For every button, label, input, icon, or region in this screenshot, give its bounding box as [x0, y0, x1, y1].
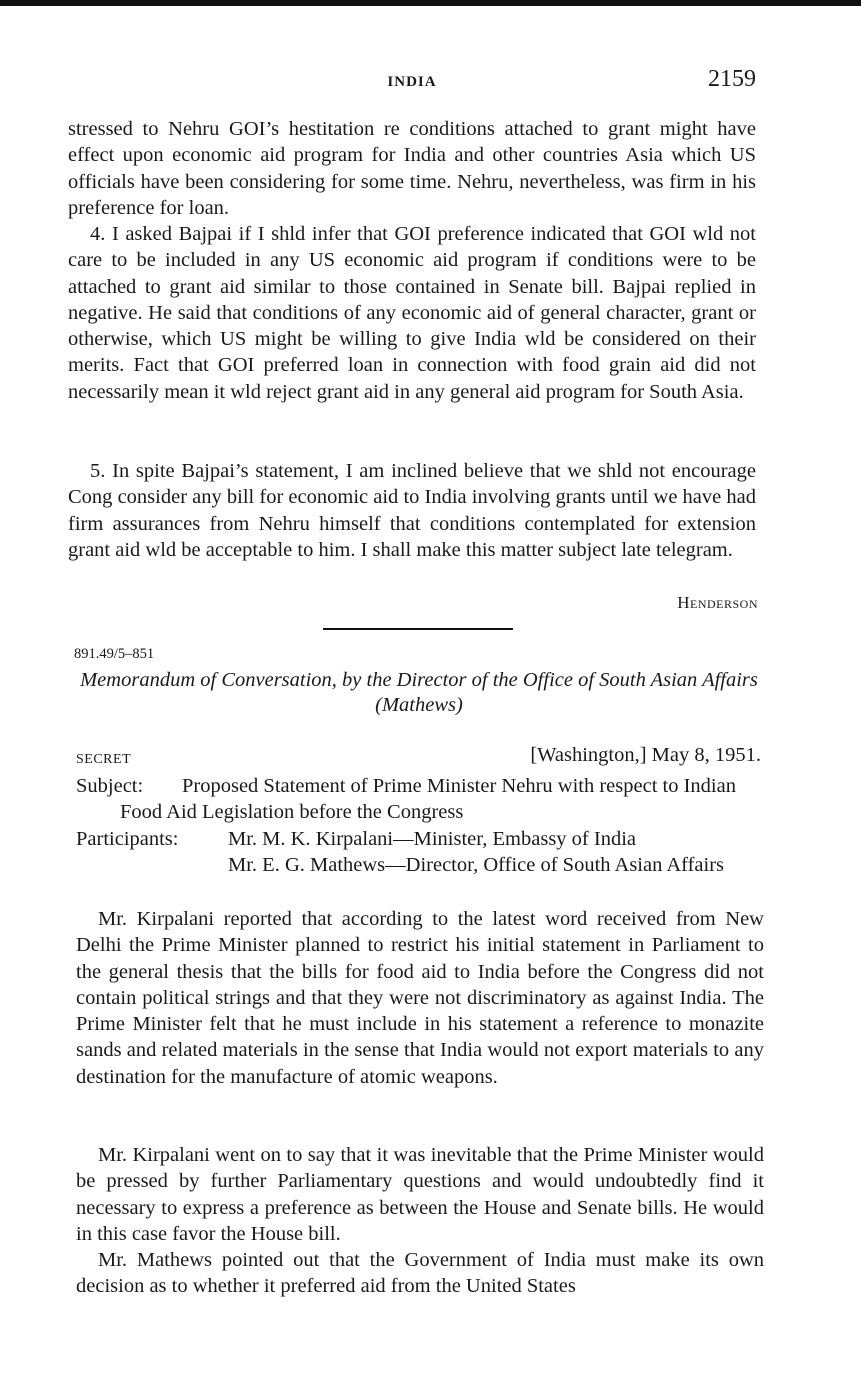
memo-paragraph-2: Mr. Kirpalani went on to say that it was inevitable that the Prime Minister would be pressed by further Parliamentary questions and would undoubtedly find it necessary to express a preference as between the House and Senate bills. He would in this case favor the House bill.	[76, 1144, 764, 1245]
section-divider	[323, 628, 513, 630]
memo-paragraph-3: Mr. Mathews pointed out that the Government of India must make its own decision as to whether it preferred aid from the United States	[76, 1249, 764, 1298]
participant-1: Mr. M. K. Kirpalani—Minister, Embassy of India	[228, 828, 636, 850]
dateline: [Washington,] May 8, 1951.	[530, 744, 761, 766]
participant-2: Mr. E. G. Mathews—Director, Office of South Asian Affairs	[228, 854, 725, 876]
file-number: 891.49/5–851	[74, 646, 155, 662]
memo-paragraph-1: Mr. Kirpalani reported that according to the latest word received from New Delhi the Prime Minister planned to restrict his initial statement in Parliament to the general thesis that the bills for food aid to India before the Congress did not contain political strings and that they were not discriminatory as against India. The Prime Minister felt that he must include in his statement a reference to monazite sands and related materials in the sense that India would not export materials to any destination for the manufacture of atomic weapons.	[76, 908, 764, 1088]
page-number: 2159	[708, 66, 756, 92]
participants-label: Participants:	[76, 828, 179, 850]
running-head: INDIA	[387, 74, 437, 90]
classification-label: SECRET	[76, 752, 132, 767]
subject-text: Proposed Statement of Prime Minister Nehru with respect to Indian Food Aid Legislation before the Congress	[120, 775, 736, 823]
telegram-paragraph-5: 5. In spite Bajpai’s statement, I am inclined believe that we shld not encourage Cong consider any bill for economic aid to India involving grants until we have had firm assurances from Nehru himself that conditions contemplated for extension grant aid wld be acceptable to him. I shall make this matter subject late telegram.	[68, 460, 756, 561]
signature: Henderson	[677, 593, 758, 612]
memo-title: Memorandum of Conversation, by the Director of the Office of South Asian Affairs (Mathews)	[80, 669, 758, 716]
page-top-edge	[0, 0, 861, 6]
participants-block	[76, 826, 766, 906]
subject-label: Subject:	[76, 775, 144, 797]
telegram-paragraph-4: 4. I asked Bajpai if I shld infer that GOI preference indicated that GOI wld not care to be included in any US economic aid program if conditions were to be attached to grant aid similar to those contained in Senate bill. Bajpai replied in negative. He said that conditions of any economic aid of general character, grant or otherwise, which US might be willing to give India wld be considered on their merits. Fact that GOI preferred loan in connection with food grain aid did not necessarily mean it wld reject grant aid in any general aid program for South Asia.	[68, 223, 756, 403]
page-header	[68, 66, 756, 96]
telegram-paragraph-continued: stressed to Nehru GOI’s hestitation re conditions attached to grant might have effect upon economic aid program for India and other countries Asia which US officials have been considering for some time. Nehru, nevertheless, was firm in his preference for loan.	[68, 118, 756, 219]
